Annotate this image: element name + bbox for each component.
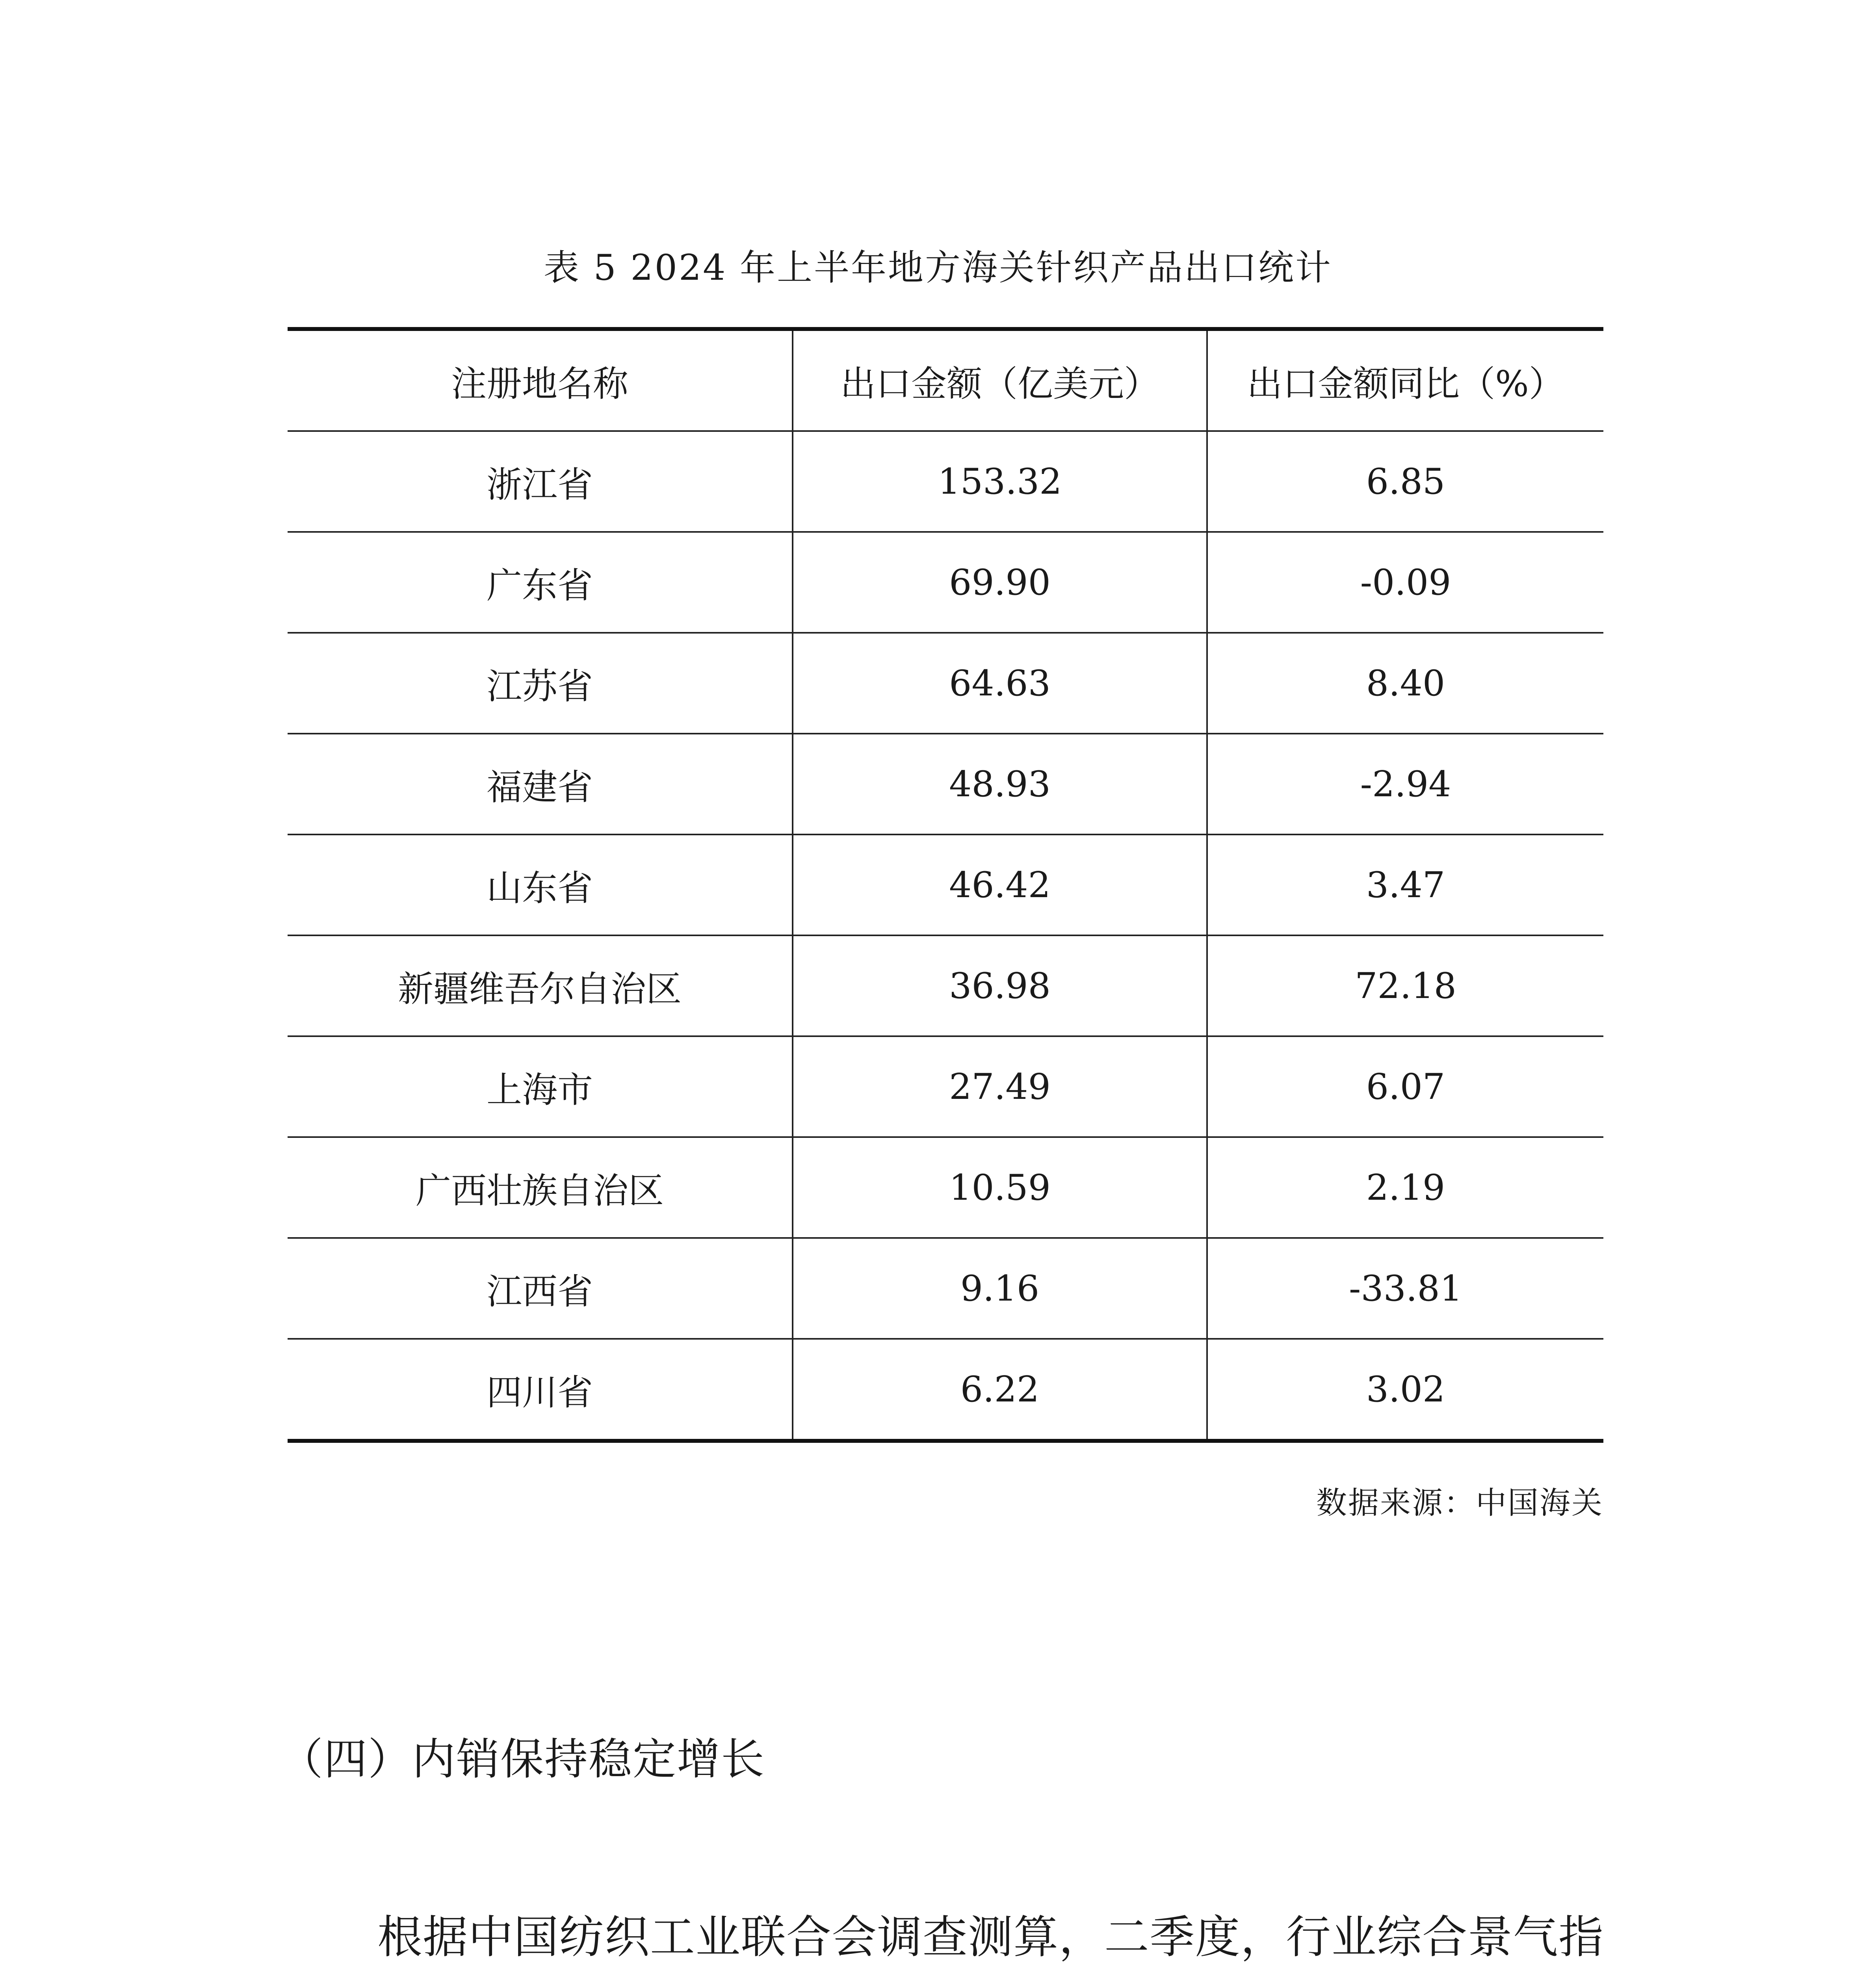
cell-export-amount: 27.49: [793, 1036, 1207, 1137]
section-heading: （四）内销保持稳定增长: [280, 1734, 765, 1784]
header-yoy-change: 出口金额同比（%）: [1207, 329, 1603, 431]
cell-export-amount: 6.22: [793, 1339, 1207, 1441]
cell-region: 四川省: [288, 1339, 793, 1441]
cell-yoy-change: 3.47: [1207, 834, 1603, 935]
cell-export-amount: 36.98: [793, 935, 1207, 1036]
table-header-row: [288, 329, 1603, 431]
data-source-note: 数据来源：中国海关: [1316, 1485, 1603, 1521]
table-row: [288, 1036, 1603, 1137]
cell-region: 江西省: [288, 1238, 793, 1339]
cell-region: 山东省: [288, 834, 793, 935]
cell-region: 福建省: [288, 734, 793, 834]
cell-export-amount: 9.16: [793, 1238, 1207, 1339]
table-row: [288, 935, 1603, 1036]
table-row: [288, 1339, 1603, 1441]
cell-yoy-change: 6.07: [1207, 1036, 1603, 1137]
table-row: [288, 1238, 1603, 1339]
table-row: [288, 532, 1603, 633]
cell-yoy-change: -33.81: [1207, 1238, 1603, 1339]
cell-yoy-change: 6.85: [1207, 431, 1603, 532]
cell-export-amount: 64.63: [793, 633, 1207, 734]
cell-export-amount: 153.32: [793, 431, 1207, 532]
cell-yoy-change: 3.02: [1207, 1339, 1603, 1441]
table-row: [288, 1137, 1603, 1238]
export-statistics-table: [288, 327, 1603, 1443]
table-row: [288, 431, 1603, 532]
cell-region: 浙江省: [288, 431, 793, 532]
cell-region: 江苏省: [288, 633, 793, 734]
cell-export-amount: 48.93: [793, 734, 1207, 834]
cell-region: 新疆维吾尔自治区: [288, 935, 793, 1036]
cell-export-amount: 69.90: [793, 532, 1207, 633]
table-caption: 表 5 2024 年上半年地方海关针织产品出口统计: [543, 247, 1333, 288]
body-paragraph: 根据中国纺织工业联合会调查测算，二季度，行业综合景气指: [377, 1911, 1603, 1963]
cell-yoy-change: 72.18: [1207, 935, 1603, 1036]
header-export-amount: 出口金额（亿美元）: [793, 329, 1207, 431]
header-region: 注册地名称: [288, 329, 793, 431]
table-row: [288, 633, 1603, 734]
cell-export-amount: 46.42: [793, 834, 1207, 935]
table-row: [288, 834, 1603, 935]
cell-yoy-change: 8.40: [1207, 633, 1603, 734]
table-row: [288, 734, 1603, 834]
cell-yoy-change: -2.94: [1207, 734, 1603, 834]
cell-yoy-change: 2.19: [1207, 1137, 1603, 1238]
cell-region: 广东省: [288, 532, 793, 633]
cell-yoy-change: -0.09: [1207, 532, 1603, 633]
cell-export-amount: 10.59: [793, 1137, 1207, 1238]
cell-region: 广西壮族自治区: [288, 1137, 793, 1238]
cell-region: 上海市: [288, 1036, 793, 1137]
